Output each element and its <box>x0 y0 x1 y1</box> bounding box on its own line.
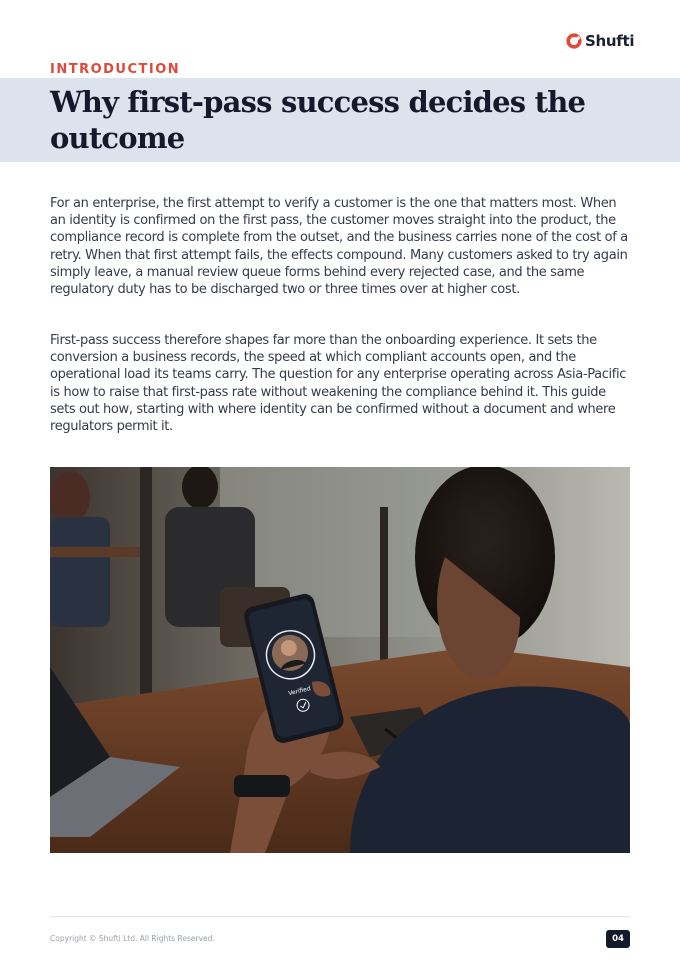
shufti-logo <box>566 32 634 50</box>
body-paragraph-2: First-pass success therefore shapes far more than the onboarding experience. It sets the conversion a business records, the speed at which compliant accounts open, and the operational load its teams carry. The question for any enterprise operating across Asia-Pacific is how to raise that first-pass rate without weakening the compliance behind it. This guide sets out how, starting with where identity can be confirmed without a document and where regulators permit it. <box>50 333 627 435</box>
hero-photo <box>50 467 630 853</box>
page-title: Why first-pass success decides the outcome <box>50 85 586 155</box>
body-paragraph-1: For an enterprise, the first attempt to verify a customer is the one that matters most. When an identity is confirmed on the first pass, the customer moves straight into the product, the compliance record is complete from the outset, and the business carries none of the cost of a retry. When that first attempt fails, the effects compound. Many customers asked to try again simply leave, a manual review queue forms behind every rejected case, and the same regulatory duty has to be discharged two or three times over at higher cost. <box>50 196 628 298</box>
logo-wordmark: Shufti <box>585 32 635 50</box>
footer-divider <box>50 916 630 917</box>
page-number-badge: 04 <box>606 930 630 948</box>
shufti-logo-icon <box>566 33 582 49</box>
phone-verified-label: Verified <box>287 685 312 698</box>
section-eyebrow: INTRODUCTION <box>50 62 181 77</box>
footer-copyright: Copyright © Shufti Ltd. All Rights Reserved. <box>50 934 215 943</box>
